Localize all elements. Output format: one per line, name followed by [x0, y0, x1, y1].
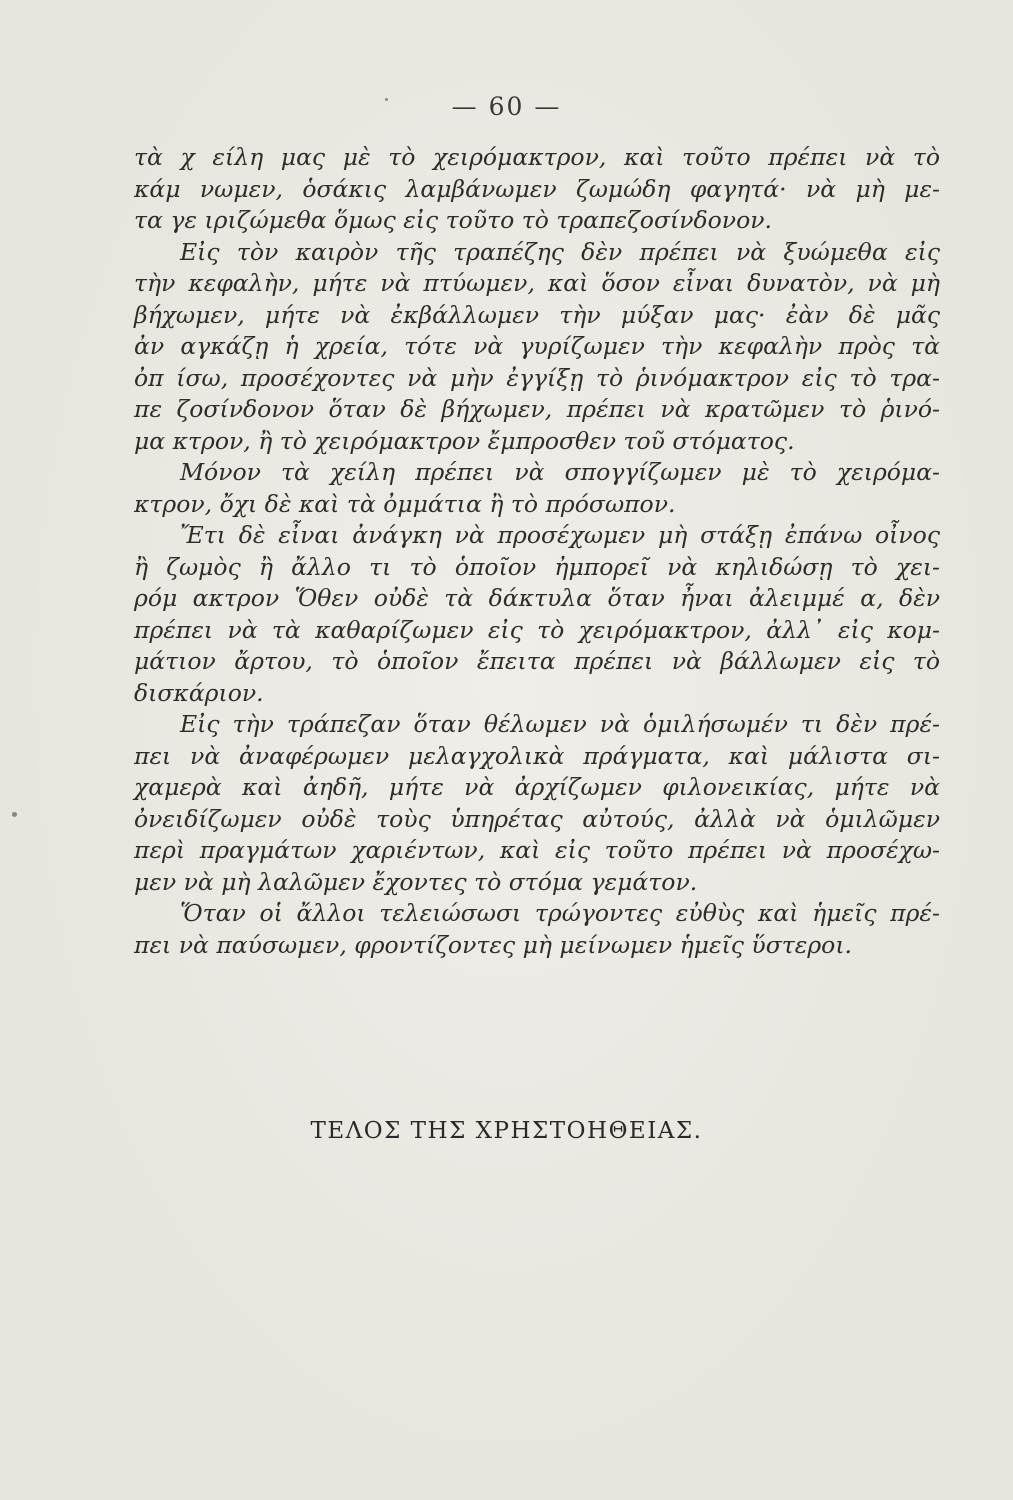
text-line: τα γε ιριζώμεθα ὅμως εἰς τοῦτο τὸ τραπεζοσίνδονον.: [134, 206, 772, 234]
text-line: Ὅταν οἱ ἄλλοι τελειώσωσι τρώγοντες εὐθὺς καὶ ἡμεῖς πρέ-: [180, 899, 940, 927]
text-line: ἀν αγκάζῃ ἡ χρεία, τότε νὰ γυρίζωμεν τὴν κεφαλὴν πρὸς τὰ: [134, 332, 940, 360]
text-line: χαμερὰ καὶ ἀηδῆ, μήτε νὰ ἀρχίζωμεν φιλονεικίας, μήτε νὰ: [134, 773, 940, 801]
text-line: τὴν κεφαλὴν, μήτε νὰ πτύωμεν, καὶ ὅσον εἶναι δυνατὸν, νὰ μὴ: [134, 269, 940, 297]
text-line: μεν νὰ μὴ λαλῶμεν ἔχοντες τὸ στόμα γεμάτον.: [134, 867, 698, 896]
text-line: μάτιον ἄρτου, τὸ ὁποῖον ἔπειτα πρέπει νὰ βάλλωμεν εἰς τὸ: [134, 647, 940, 675]
text-line: πρέπει νὰ τὰ καθαρίζωμεν εἰς τὸ χειρόμακτρον, ἀλλ᾽ εἰς κομ-: [134, 615, 940, 644]
page-number: — 60 —: [451, 92, 562, 121]
text-line: βήχωμεν, μήτε νὰ ἐκβάλλωμεν τὴν μύξαν μας· ἐὰν δὲ μᾶς: [134, 300, 940, 329]
text-line: ρόμ ακτρον Ὅθεν οὐδὲ τὰ δάκτυλα ὅταν ἦναι ἀλειμμέ α, δὲν: [134, 584, 940, 612]
text-line: πε ζοσίνδονον ὅταν δὲ βήχωμεν, πρέπει νὰ κρατῶμεν τὸ ῥινό-: [134, 395, 940, 423]
paper-speck: [385, 98, 388, 101]
text-line: κάμ νωμεν, ὁσάκις λαμβάνωμεν ζωμώδη φαγητά· νὰ μὴ με-: [134, 174, 940, 203]
text-line: Μόνον τὰ χείλη πρέπει νὰ σπογγίζωμεν μὲ τὸ χειρόμα-: [180, 458, 940, 486]
text-line: τὰ χ είλη μας μὲ τὸ χειρόμακτρον, καὶ τοῦτο πρέπει νὰ τὸ: [134, 143, 940, 171]
text-line: πει νὰ ἀναφέρωμεν μελαγχολικὰ πράγματα, καὶ μάλιστα σι-: [134, 741, 940, 770]
text-line: πει νὰ παύσωμεν, φροντίζοντες μὴ μείνωμεν ἡμεῖς ὕστεροι.: [134, 930, 853, 959]
paper-speck: [12, 812, 17, 817]
body-text: [134, 142, 940, 961]
text-line: δισκάριον.: [134, 678, 264, 707]
end-title: ΤΕΛΟΣ ΤΗΣ ΧΡΗΣΤΟΗΘΕΙΑΣ.: [310, 1118, 703, 1144]
text-line: Ἔτι δὲ εἶναι ἀνάγκη νὰ προσέχωμεν μὴ στάξῃ ἐπάνω οἶνος: [180, 521, 940, 549]
text-line: ὀνειδίζωμεν οὐδὲ τοὺς ὑπηρέτας αὐτούς, ἀλλὰ νὰ ὁμιλῶμεν: [134, 804, 940, 833]
text-line: Εἰς τὴν τράπεζαν ὅταν θέλωμεν νὰ ὁμιλήσωμέν τι δὲν πρέ-: [180, 710, 940, 738]
text-line: μα κτρον, ἢ τὸ χειρόμακτρον ἔμπροσθεν τοῦ στόματος.: [134, 426, 795, 455]
text-line: κτρον, ὄχι δὲ καὶ τὰ ὀμμάτια ἢ τὸ πρόσωπον.: [134, 489, 676, 518]
text-line: Εἰς τὸν καιρὸν τῆς τραπέζης δὲν πρέπει νὰ ξυώμεθα εἰς: [180, 237, 940, 266]
text-line: περὶ πραγμάτων χαριέντων, καὶ εἰς τοῦτο πρέπει νὰ προσέχω-: [134, 836, 940, 864]
text-line: ἢ ζωμὸς ἢ ἄλλο τι τὸ ὁποῖον ἠμπορεῖ νὰ κηλιδώσῃ τὸ χει-: [134, 552, 940, 581]
text-line: ὀπ ίσω, προσέχοντες νὰ μὴν ἐγγίξῃ τὸ ῥινόμακτρον εἰς τὸ τρα-: [134, 363, 940, 392]
